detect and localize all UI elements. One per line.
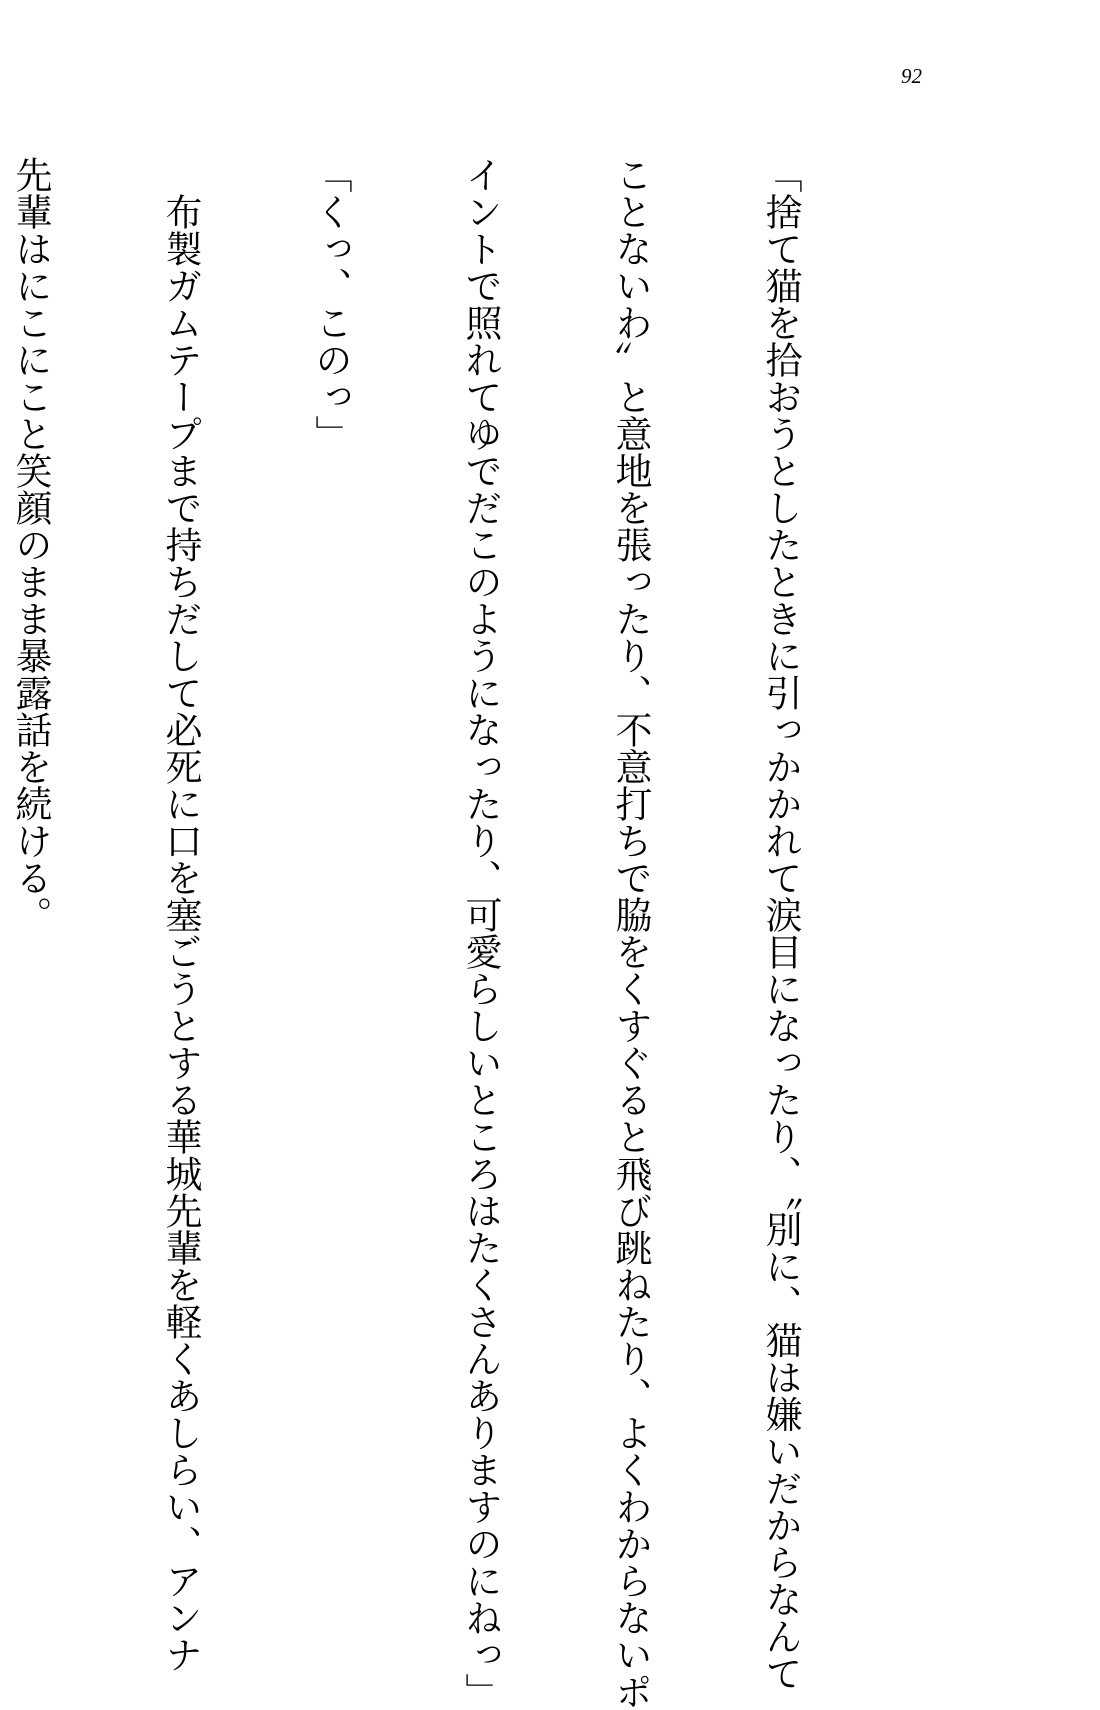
text-line: 布製ガムテープまで持ちだして必死に口を塞ごうとする華城先輩を軽くあしらい、アンナ	[159, 156, 202, 1673]
page-number: 92	[901, 64, 922, 88]
body-text	[9, 156, 905, 1710]
text-line: 「捨て猫を拾おうとしたときに引っかかれて涙目になったり、〝別に、猫は嫌いだからなんて	[759, 156, 802, 1692]
text-line: 先輩はにこにこと笑顔のまま暴露話を続ける。	[9, 156, 52, 933]
text-line: 「くっ、このっ」	[309, 156, 352, 452]
text-line: ことないわ〟と意地を張ったり、不意打ちで脇をくすぐると飛び跳ねたり、よくわからないポ	[609, 156, 652, 1710]
text-line: イントで照れてゆでだこのようになったり、可愛らしいところはたくさんありますのにねっ」	[459, 156, 502, 1710]
